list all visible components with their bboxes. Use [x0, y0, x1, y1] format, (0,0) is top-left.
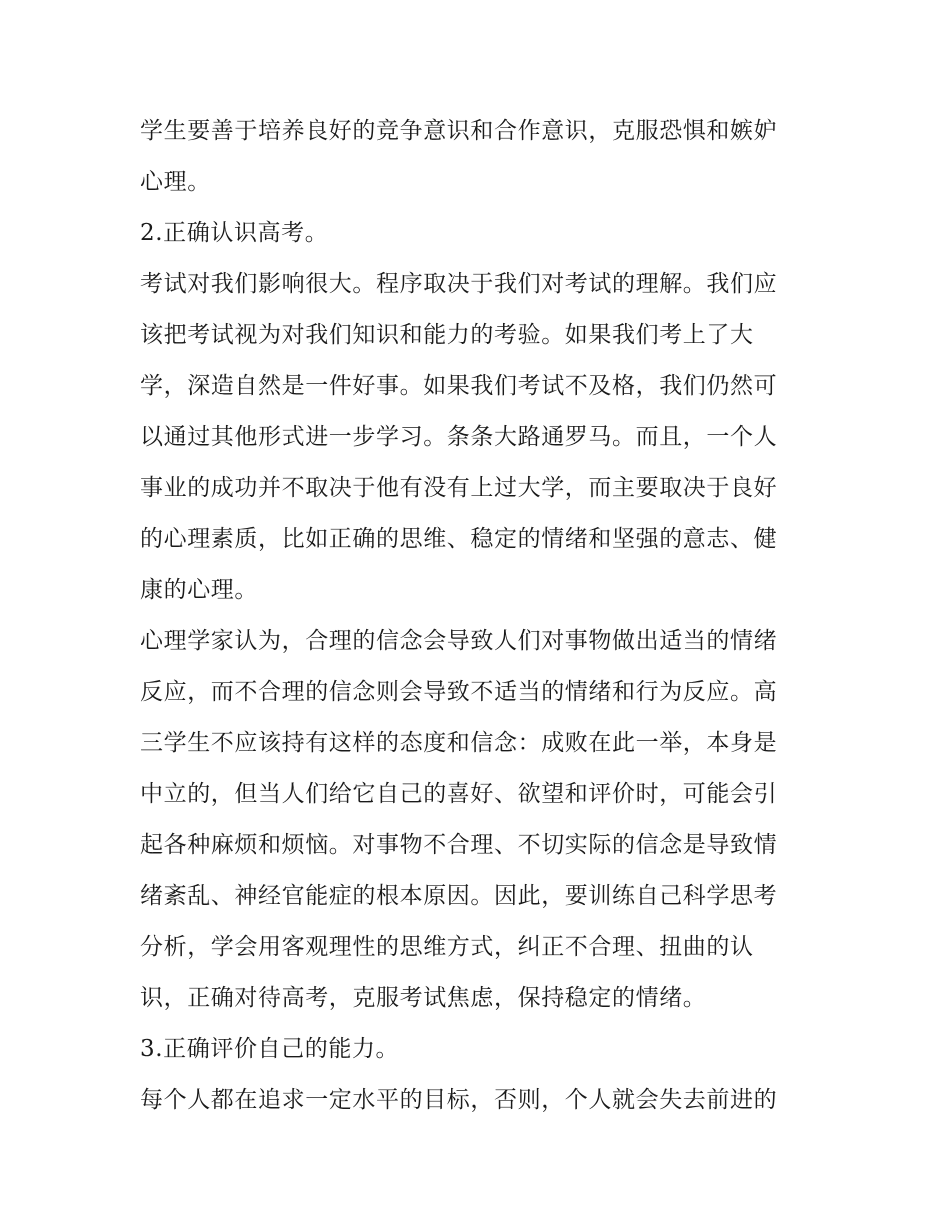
text-line: 起各种麻烦和烦恼。对事物不合理、不切实际的信念是导致情 — [140, 832, 778, 858]
text-line: 考试对我们影响很大。程序取决于我们对考试的理解。我们应 — [140, 271, 778, 297]
text-line: 学生要善于培养良好的竞争意识和合作意识，克服恐惧和嫉妒 — [140, 118, 778, 144]
text-line: 以通过其他形式进一步学习。条条大路通罗马。而且，一个人 — [140, 424, 778, 450]
text-line: 该把考试视为对我们知识和能力的考验。如果我们考上了大 — [140, 322, 754, 348]
heading-text: 2.正确认识高考。 — [140, 220, 329, 246]
section-heading-3 — [140, 1024, 815, 1075]
document-body — [140, 106, 815, 1126]
heading-text: 3.正确评价自己的能力。 — [140, 1036, 400, 1062]
paragraph-competition — [140, 106, 815, 208]
text-line: 绪紊乱、神经官能症的根本原因。因此，要训练自己科学思考 — [140, 883, 778, 909]
text-line: 反应，而不合理的信念则会导致不适当的情绪和行为反应。高 — [140, 679, 778, 705]
text-line: 学，深造自然是一件好事。如果我们考试不及格，我们仍然可 — [140, 373, 778, 399]
text-line: 中立的，但当人们给它自己的喜好、欲望和评价时，可能会引 — [140, 781, 778, 807]
paragraph-goals — [140, 1075, 815, 1126]
text-line: 识，正确对待高考，克服考试焦虑，保持稳定的情绪。 — [140, 985, 707, 1011]
paragraph-exam-view — [140, 259, 815, 616]
text-line: 分析，学会用客观理性的思维方式，纠正不合理、扭曲的认 — [140, 934, 754, 960]
paragraph-beliefs — [140, 616, 815, 1024]
section-heading-2 — [140, 208, 815, 259]
text-line: 每个人都在追求一定水平的目标，否则，个人就会失去前进的 — [140, 1087, 778, 1113]
text-line: 康的心理。 — [140, 577, 258, 603]
text-line: 三学生不应该持有这样的态度和信念：成败在此一举，本身是 — [140, 730, 778, 756]
text-line: 事业的成功并不取决于他有没有上过大学，而主要取决于良好 — [140, 475, 778, 501]
text-line: 心理。 — [140, 169, 211, 195]
text-line: 心理学家认为，合理的信念会导致人们对事物做出适当的情绪 — [140, 628, 778, 654]
text-line: 的心理素质，比如正确的思维、稳定的情绪和坚强的意志、健 — [140, 526, 778, 552]
